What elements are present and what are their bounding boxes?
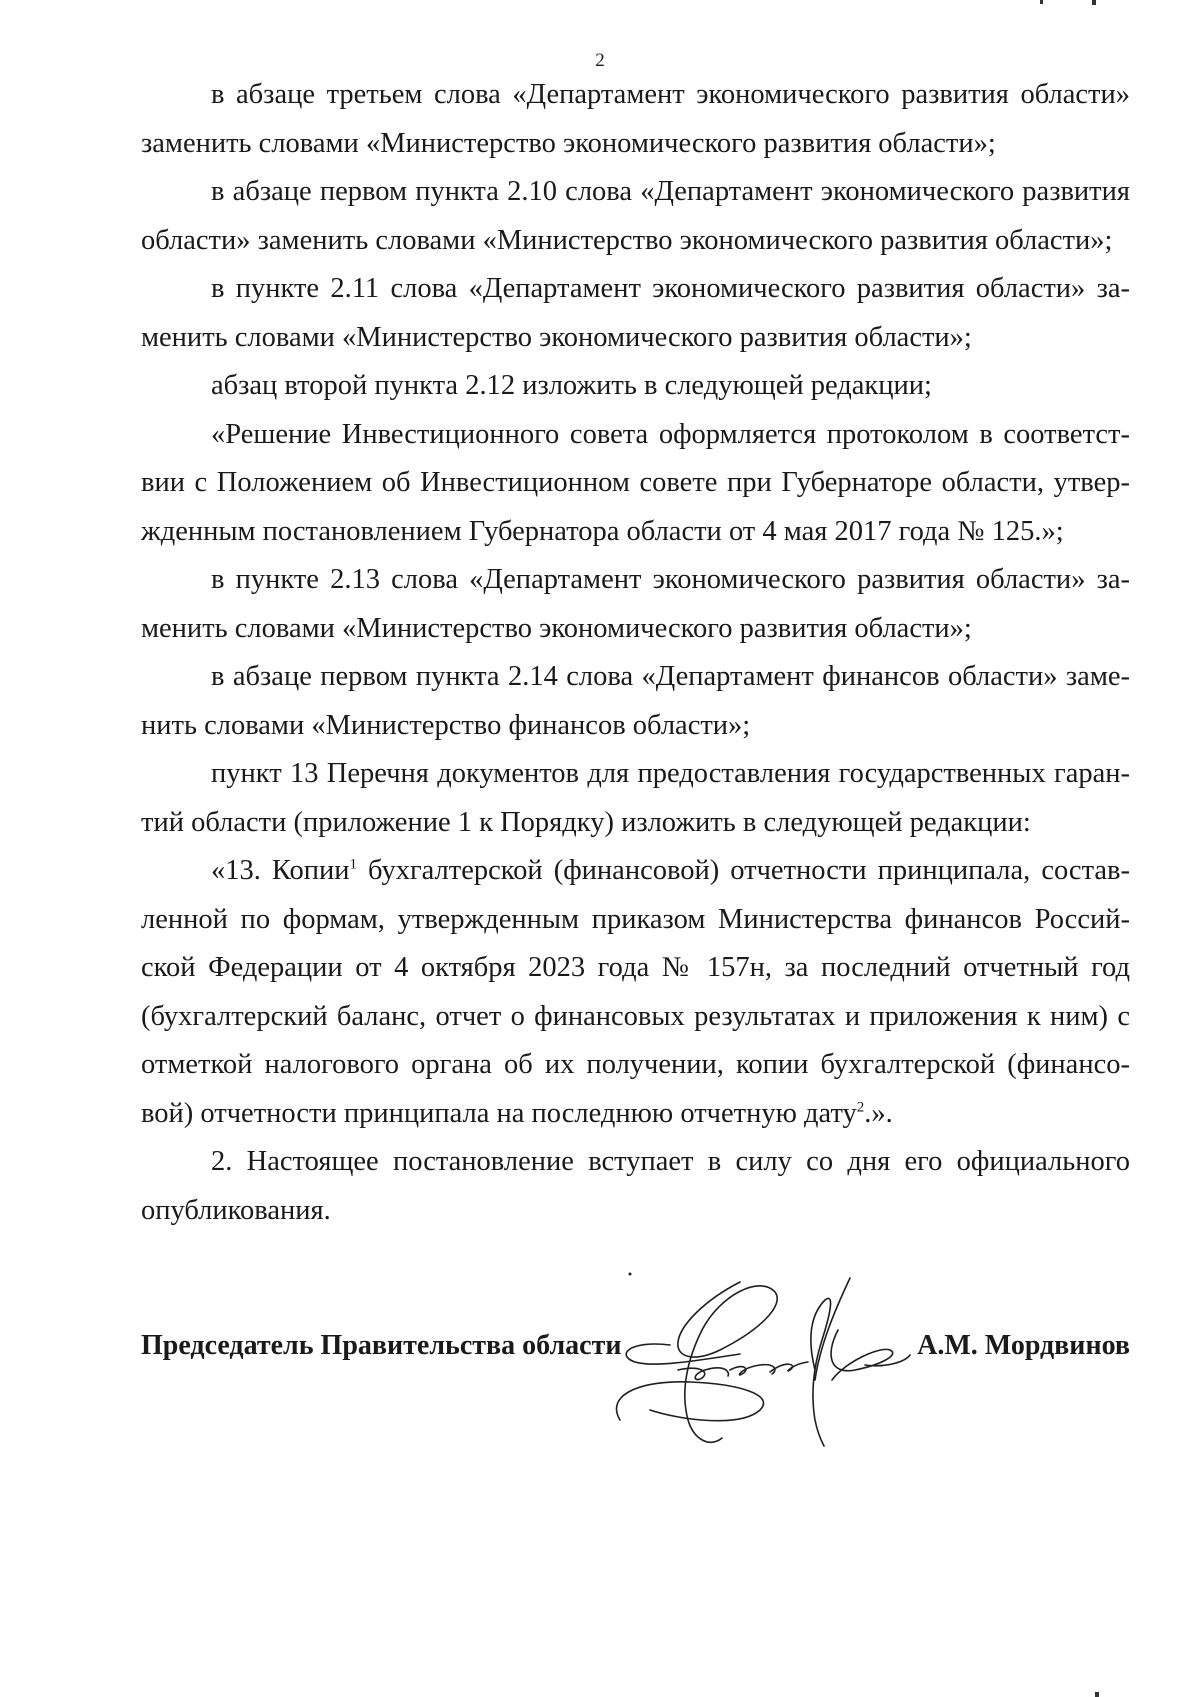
item-13-text-middle: бухгалтерской (финансовой) отчетности принципала, составленной по формам, утвержденным приказом Министерства финансов Российской Федерации от 4 октября 2023 года № 157н, за последний отчетный год (бухгалтерский баланс, отчет о финансовых результатах и приложения к ним) с отметкой налогового органа об их получении, копии бухгалтерской (финансовой) отчетности принципала на последнюю отчетную дату (141, 855, 1130, 1129)
signer-title: Председатель Правительства области (141, 1330, 622, 1361)
paragraph-7: в абзаце первом пункта 2.14 слова «Департамент финансов области» заменить словами «Министерство финансов области»; (141, 661, 1130, 741)
paragraph-2: в абзаце первом пункта 2.10 слова «Департамент экономического развития области» заменить словами «Министерство экономического развития области»; (141, 176, 1130, 256)
paragraph-4: абзац второй пункта 2.12 изложить в следующей редакции; (211, 370, 932, 401)
scan-edge-mark-bottom-right (1095, 1692, 1099, 1697)
page-number: 2 (595, 50, 605, 71)
scan-edge-mark-top-right (1092, 0, 1096, 5)
paragraph-1: в абзаце третьем слова «Департамент экономического развития области» заменить словами «Министерство экономического развития области»; (141, 79, 1130, 159)
paragraph-3: в пункте 2.11 слова «Департамент экономического развития области» заменить словами «Министерство экономического развития области»; (141, 273, 1130, 353)
paragraph-item-13 (141, 847, 1130, 1138)
footnote-ref-1: 1 (349, 856, 358, 873)
paragraph-8: пункт 13 Перечня документов для предоставления государственных гарантий области (приложение 1 к Порядку) изложить в следующей редакции: (141, 758, 1130, 838)
closing-paragraph: 2. Настоящее постановление вступает в силу со дня его официального опубликования. (141, 1146, 1130, 1226)
item-13-text-start: «13. Копии (211, 855, 350, 886)
scan-edge-mark-top (1040, 0, 1043, 4)
footnote-ref-2: 2 (856, 1099, 865, 1115)
paragraph-6: в пункте 2.13 слова «Департамент экономического развития области» заменить словами «Министерство экономического развития области»; (141, 564, 1130, 644)
signer-name: А.М. Мордвинов (917, 1330, 1130, 1361)
item-13-text-end: .». (864, 1097, 893, 1129)
document-body (141, 71, 1130, 1235)
paragraph-5: «Решение Инвестиционного совета оформляется протоколом в соответствии с Положением об Инвестиционном совете при Губернаторе области, утвержденным постановлением Губернатора области от 4 мая 2017 года № 125.»; (141, 418, 1130, 547)
handwritten-signature (610, 1270, 950, 1470)
